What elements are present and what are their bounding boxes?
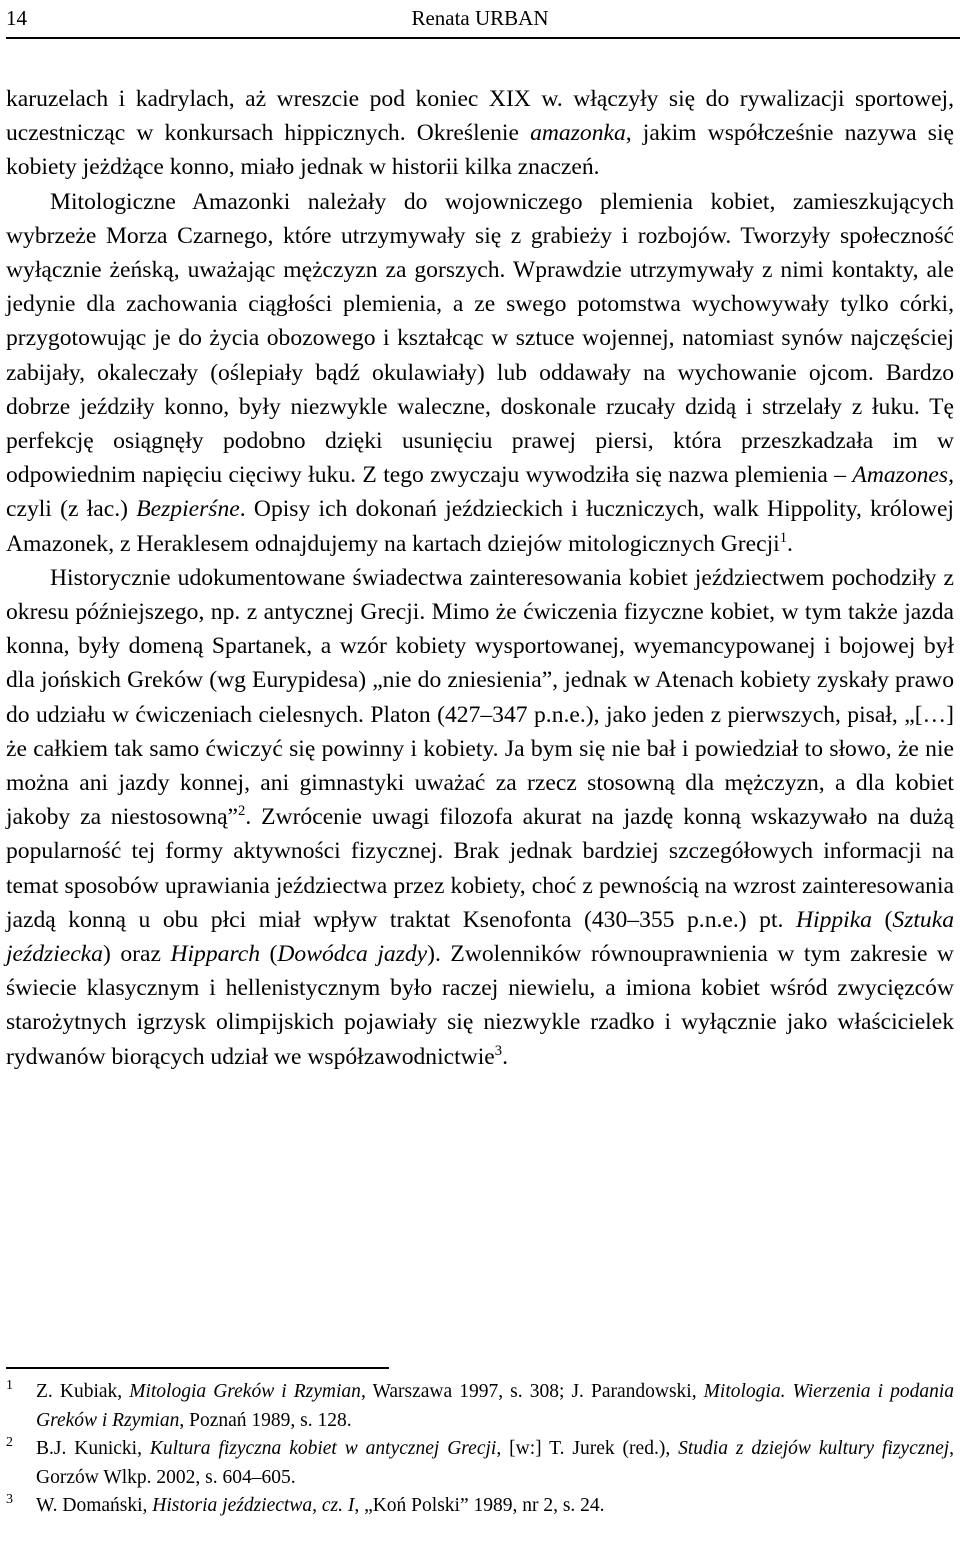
italic-title: Sztuka jeździecka xyxy=(6,906,954,968)
header-rule xyxy=(6,37,960,39)
italic-term: amazonka xyxy=(530,120,626,147)
text-run: Historycznie udokumentowane świadectwa zainteresowania kobiet jeździectwem pochodziły z okresu późniejszego, np. z antycznej Grecji. Mimo że ćwiczenia fizyczne kobiet, w tym także jazda konna, były domeną Spartanek, a wzór kobiety wysportowanej, wyemancypowanej i bojowej był dla jońskich Greków (wg Eurypidesa) „nie do zniesienia”, jednak w Atenach kobiety zyskały prawo do udziału w ćwiczeniach cielesnych. Platon (427–347 p.n.e.), jako jeden z pierwszych, pisał, „[…] że całkiem tak samo ćwiczyć się powinny i kobiety. Ja bym się nie bał i powiedział to słowo, że nie można ani jazdy konnej, ani gimnastyki uważać za rzecz stosowną dla mężczyzn, a dla kobiet jakoby za niestosowną” xyxy=(6,564,954,831)
page-header xyxy=(6,4,954,36)
footnote-separator xyxy=(6,1367,389,1369)
text-run: B.J. Kunicki, xyxy=(36,1438,150,1459)
main-text xyxy=(6,82,954,1074)
text-run: Mitologiczne Amazonki należały do wojowniczego plemienia kobiet, zamieszkujących wybrzeże Morza Czarnego, które utrzymywały się z grabieży i rozbojów. Tworzyły społeczność wyłącznie żeńską, uważając mężczyzn za gorszych. Wprawdzie utrzymywały z nimi kontakty, ale jedynie dla zachowania ciągłości plemienia, a ze swego potomstwa wychowywały tylko córki, przygotowując je do życia obozowego i kształcąc w sztuce wojennej, natomiast synów najczęściej zabijały, okaleczały (oślepiały bądź okulawiały) lub oddawały na wychowanie ojcom. Bardzo dobrze jeździły konno, były niezwykle waleczne, doskonale rzucały dzidą i strzelały z łuku. Tę perfekcję osiągnęły podobno dzięki usunięciu prawej piersi, która przeszkadzała im w odpowiednim napięciu cięciwy łuku. Z tego zwyczaju wywodziła się nazwa plemienia – xyxy=(6,188,954,489)
text-run: , Poznań 1989, s. 128. xyxy=(179,1409,352,1431)
text-run: . Opisy ich dokonań jeździeckich i łuczniczych, walk Hippolity, królowej Amazonek, z Heraklesem odnajdujemy na kartach dziejów mitologicznych Grecji xyxy=(6,496,954,557)
text-run: ) oraz xyxy=(102,941,171,968)
footnote-ref-3[interactable]: 3 xyxy=(494,1042,503,1059)
footnote-mark: 2 xyxy=(6,1435,13,1450)
italic-term: Amazones xyxy=(852,462,949,489)
italic-title: Historia jeździectwa, cz. I xyxy=(152,1495,355,1516)
text-run: W. Domański, xyxy=(36,1495,153,1516)
italic-title: Mitologia. Wierzenia i podania Greków i Rzymian xyxy=(36,1381,954,1431)
text-run: , Warszawa 1997, s. 308; J. Parandowski, xyxy=(360,1381,704,1402)
footnote-ref-2[interactable]: 2 xyxy=(238,803,246,820)
italic-title: Kultura fizyczna kobiet w antycznej Grecji xyxy=(149,1438,497,1459)
footnote-mark: 1 xyxy=(6,1378,13,1393)
text-run: , jakim współcześnie nazywa się kobiety jeżdżące konno, miało jednak w historii kilka znaczeń. xyxy=(6,120,954,181)
page-number: 14 xyxy=(6,6,27,30)
italic-title: Studia z dziejów kultury fizycznej xyxy=(678,1438,950,1459)
italic-title: Hippika xyxy=(795,906,872,933)
text-run: . Zwrócenie uwagi filozofa akurat na jazdę konną wskazywało na dużą popularność tej formy aktywności fizycznej. Brak jednak bardziej szczegółowych informacji na temat sposobów uprawiania jeździectwa przez kobiety, choć z pewnością na wzrost zainteresowania jazdą konną u obu płci miał wpływ traktat Ksenofonta (430–355 p.n.e.) pt. xyxy=(6,804,954,933)
text-run: . xyxy=(787,530,793,557)
footnotes xyxy=(6,1378,954,1521)
paragraph-3 xyxy=(6,561,954,1074)
paragraph-2 xyxy=(6,185,954,561)
text-run: . xyxy=(502,1043,508,1070)
text-run: Z. Kubiak, xyxy=(36,1381,130,1402)
text-run: ( xyxy=(871,906,893,933)
paragraph-1 xyxy=(6,82,954,185)
footnote-3 xyxy=(6,1492,954,1521)
italic-term: Bezpierśne xyxy=(136,496,240,523)
text-run: , [w:] T. Jurek (red.), xyxy=(496,1438,679,1459)
text-run: ). Zwolenników równouprawnienia w tym zakresie w świecie klasycznym i hellenistycznym było raczej niewielu, a imiona kobiet wśród zwycięzców starożytnych igrzysk olimpijskich pojawiały się niezwykle rzadko i wyłącznie jako właścicielek rydwanów biorących udział we współzawodnictwie xyxy=(6,941,954,1070)
text-run: karuzelach i kadrylach, aż wreszcie pod koniec XIX w. włączyły się do rywalizacji sportowej, uczestnicząc w konkursach hippicznych. Określenie xyxy=(6,86,954,147)
italic-title: Dowódca jazdy xyxy=(277,941,428,968)
italic-title: Hipparch xyxy=(170,941,261,968)
text-run: , czyli (z łac.) xyxy=(6,462,954,523)
footnote-2 xyxy=(6,1435,954,1492)
footnote-mark: 3 xyxy=(6,1492,13,1507)
italic-title: Mitologia Greków i Rzymian xyxy=(129,1381,361,1402)
text-run: ( xyxy=(260,941,278,968)
footnote-1 xyxy=(6,1378,954,1435)
text-run: , „Koń Polski” 1989, nr 2, s. 24. xyxy=(354,1495,605,1516)
footnote-ref-1[interactable]: 1 xyxy=(779,529,788,546)
text-run: , Gorzów Wlkp. 2002, s. 604–605. xyxy=(36,1438,955,1488)
running-head: Renata URBAN xyxy=(411,6,549,30)
